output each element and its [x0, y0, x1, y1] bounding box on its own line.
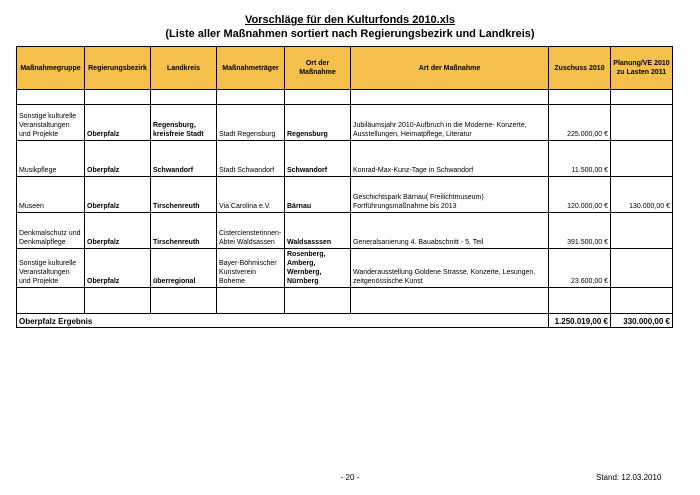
cell-planning [611, 213, 673, 249]
cell-group: Musikpflege [17, 141, 85, 177]
cell-type: Konrad-Max-Kunz-Tage in Schwandorf [351, 141, 549, 177]
cell-type: Jubiläumsjahr 2010-Aufbruch in die Moderne- Konzerte, Ausstellungen, Heimatpflege, Literatur [351, 105, 549, 141]
cell-district: Oberpfalz [85, 249, 151, 288]
page-number: - 20 - [340, 473, 360, 482]
cell-county: Tirschenreuth [151, 213, 217, 249]
table-row [17, 105, 673, 141]
cell-sponsor: Bayer-Böhmischer Kunstverein Boheme [217, 249, 285, 288]
document-title: Vorschläge für den Kulturfonds 2010.xls [244, 14, 456, 26]
cell-planning [611, 105, 673, 141]
header-row [17, 47, 673, 90]
cell-place: Rosenberg, Amberg, Wernberg, Nürnberg [285, 249, 351, 288]
header-planning: Planung/VE 2010 zu Lasten 2011 [611, 47, 673, 90]
header-sponsor: Maßnahmeträger [217, 47, 285, 90]
cell-sponsor: Stadt Schwandorf [217, 141, 285, 177]
cell-county: Regensburg, kreisfreie Stadt [151, 105, 217, 141]
total-planning: 330.000,00 € [611, 314, 673, 328]
cell-place: Bärnau [285, 177, 351, 213]
total-label: Oberpfalz Ergebnis [17, 314, 549, 328]
cell-group: Denkmalschutz und Denkmalpflege [17, 213, 85, 249]
cell-grant: 225.000,00 € [549, 105, 611, 141]
measures-table [16, 46, 673, 328]
table-row [17, 213, 673, 249]
cell-sponsor: Cisterciensterinnen-Abtei Waldsassen [217, 213, 285, 249]
cell-group: Museen [17, 177, 85, 213]
cell-county: überregional [151, 249, 217, 288]
header-type: Art der Maßnahme [351, 47, 549, 90]
cell-county: Schwandorf [151, 141, 217, 177]
cell-place: Schwandorf [285, 141, 351, 177]
header-place: Ort der Maßnahme [285, 47, 351, 90]
table-row [17, 177, 673, 213]
cell-county: Tirschenreuth [151, 177, 217, 213]
cell-type: Wanderausstellung Goldene Strasse, Konzerte, Lesungen, zeitgenössische Kunst [351, 249, 549, 288]
cell-district: Oberpfalz [85, 105, 151, 141]
cell-sponsor: Via Carolina e.V. [217, 177, 285, 213]
cell-group: Sonstige kulturelle Veranstaltungen und Projekte [17, 105, 85, 141]
total-row [17, 314, 673, 328]
cell-type: Geschichtspark Bärnau( Freilichtmuseum) Fortführungsmaßnahme bis 2013 [351, 177, 549, 213]
cell-district: Oberpfalz [85, 213, 151, 249]
cell-sponsor: Stadt Regensburg [217, 105, 285, 141]
header-county: Landkreis [151, 47, 217, 90]
cell-planning [611, 141, 673, 177]
cell-place: Waldsasssen [285, 213, 351, 249]
document-subtitle: (Liste aller Maßnahmen sortiert nach Regierungsbezirk und Landkreis) [165, 28, 535, 40]
header-group: Maßnahmegruppe [17, 47, 85, 90]
header-grant: Zuschuss 2010 [549, 47, 611, 90]
header-district: Regierungsbezirk [85, 47, 151, 90]
cell-grant: 11.500,00 € [549, 141, 611, 177]
cell-planning: 130.000,00 € [611, 177, 673, 213]
cell-type: Generalsanierung 4. Bauabschnitt - 5. Teil [351, 213, 549, 249]
cell-grant: 120.000,00 € [549, 177, 611, 213]
cell-grant: 23.600,00 € [549, 249, 611, 288]
total-grant: 1.250.019,00 € [549, 314, 611, 328]
status-date: Stand: 12.03.2010 [596, 473, 662, 482]
table-row [17, 249, 673, 288]
cell-group: Sonstige kulturelle Veranstaltungen und Projekte [17, 249, 85, 288]
cell-district: Oberpfalz [85, 141, 151, 177]
cell-grant: 391.500,00 € [549, 213, 611, 249]
cell-district: Oberpfalz [85, 177, 151, 213]
table-row [17, 141, 673, 177]
cell-place: Regensburg [285, 105, 351, 141]
cell-planning [611, 249, 673, 288]
